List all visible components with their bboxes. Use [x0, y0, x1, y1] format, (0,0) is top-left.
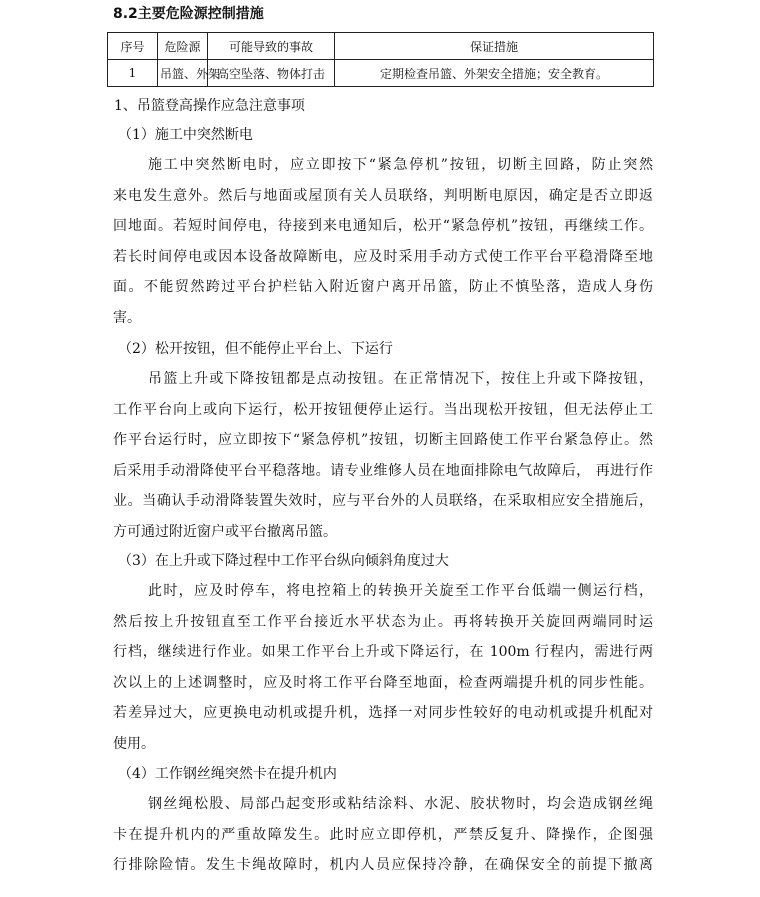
item-paragraph — [113, 576, 653, 759]
paragraph-line: 次以上的上述调整时，应及时将工作平台降至地面，检查两端提升机的同步性能。 — [113, 674, 653, 691]
paragraph-line: 后采用手动滑降使平台平稳落地。请专业维修人员在地面排除电气故障后， 再进行作 — [113, 462, 653, 479]
paragraph-line: 然后按上升按钮直至工作平台接近水平状态为止。再将转换开关旋回两端同时运 — [113, 613, 653, 630]
hazard-table — [107, 32, 654, 87]
table-header-cell: 序号 — [108, 33, 158, 60]
table-header-cell: 危险源 — [158, 33, 208, 60]
paragraph-line: 行排除险情。发生卡绳故障时，机内人员应保持冷静，在确保安全的前提下撤离 — [113, 857, 653, 873]
item-title: （2）松开按钮，但不能停止平台上、下运行 — [118, 341, 393, 357]
paragraph-line: 施工中突然断电时，应立即按下“紧急停机”按钮，切断主回路，防止突然 — [148, 157, 653, 173]
paragraph-line: 方可通过附近窗户或平台撤离吊篮。 — [113, 523, 337, 540]
section-title: 8.2主要危险源控制措施 — [113, 6, 264, 22]
subsection-heading: 1、吊篮登高操作应急注意事项 — [114, 98, 305, 114]
paragraph-line: 来电发生意外。然后与地面或屋顶有关人员联络，判明断电原因，确定是否立即返 — [113, 187, 653, 204]
paragraph-line: 回地面。若短时间停电，待接到来电通知后，松开“紧急停机”按钮，再继续工作。 — [113, 218, 653, 234]
table-cell: 高空坠落、物体打击 — [208, 60, 335, 87]
paragraph-line: 行档，继续进行作业。如果工作平台上升或下降运行，在 100m 行程内，需进行两 — [113, 644, 653, 660]
paragraph-line: 使用。 — [113, 735, 155, 752]
paragraph-line: 业。当确认手动滑降装置失效时，应与平台外的人员联络，在采取相应安全措施后， — [113, 493, 653, 509]
item-title: （3）在上升或下降过程中工作平台纵向倾斜角度过大 — [118, 553, 449, 569]
table-header-cell: 可能导致的事故 — [208, 33, 335, 60]
item-paragraph — [113, 789, 653, 881]
table-row — [108, 60, 654, 87]
paragraph-line: 此时，应及时停车，将电控箱上的转换开关旋至工作平台低端一侧运行档， — [148, 583, 653, 599]
paragraph-line: 作平台运行时，应立即按下“紧急停机”按钮，切断主回路使工作平台紧急停止。然 — [113, 432, 653, 448]
paragraph-line: 工作平台向上或向下运行，松开按钮便停止运行。当出现松开按钮，但无法停止工 — [113, 401, 653, 418]
table-cell: 1 — [108, 60, 158, 87]
table-header-cell: 保证措施 — [335, 33, 654, 60]
table-cell: 吊篮、外架 — [158, 60, 208, 87]
paragraph-line: 若差异过大，应更换电动机或提升机，选择一对同步性较好的电动机或提升机配对 — [113, 705, 653, 721]
paragraph-line: 害。 — [113, 309, 141, 326]
item-paragraph — [113, 150, 653, 333]
table-header-row — [108, 33, 654, 60]
paragraph-line: 面。不能贸然跨过平台护栏钻入附近窗户离开吊篮，防止不慎坠落，造成人身伤 — [113, 279, 653, 295]
item-title: （1）施工中突然断电 — [118, 127, 253, 143]
table-cell: 定期检查吊篮、外架安全措施；安全教育。 — [335, 60, 654, 87]
paragraph-line: 卡在提升机内的严重故障发生。此时应立即停机，严禁反复升、降操作，企图强 — [113, 826, 653, 843]
item-title: （4）工作钢丝绳突然卡在提升机内 — [118, 766, 337, 782]
item-paragraph — [113, 364, 653, 547]
paragraph-line: 若长时间停电或因本设备故障断电，应及时采用手动方式使工作平台平稳滑降至地 — [113, 248, 653, 265]
paragraph-line: 钢丝绳松股、局部凸起变形或粘结涂料、水泥、胶状物时，均会造成钢丝绳 — [148, 796, 653, 812]
paragraph-line: 吊篮上升或下降按钮都是点动按钮。在正常情况下，按住上升或下降按钮， — [148, 371, 653, 387]
